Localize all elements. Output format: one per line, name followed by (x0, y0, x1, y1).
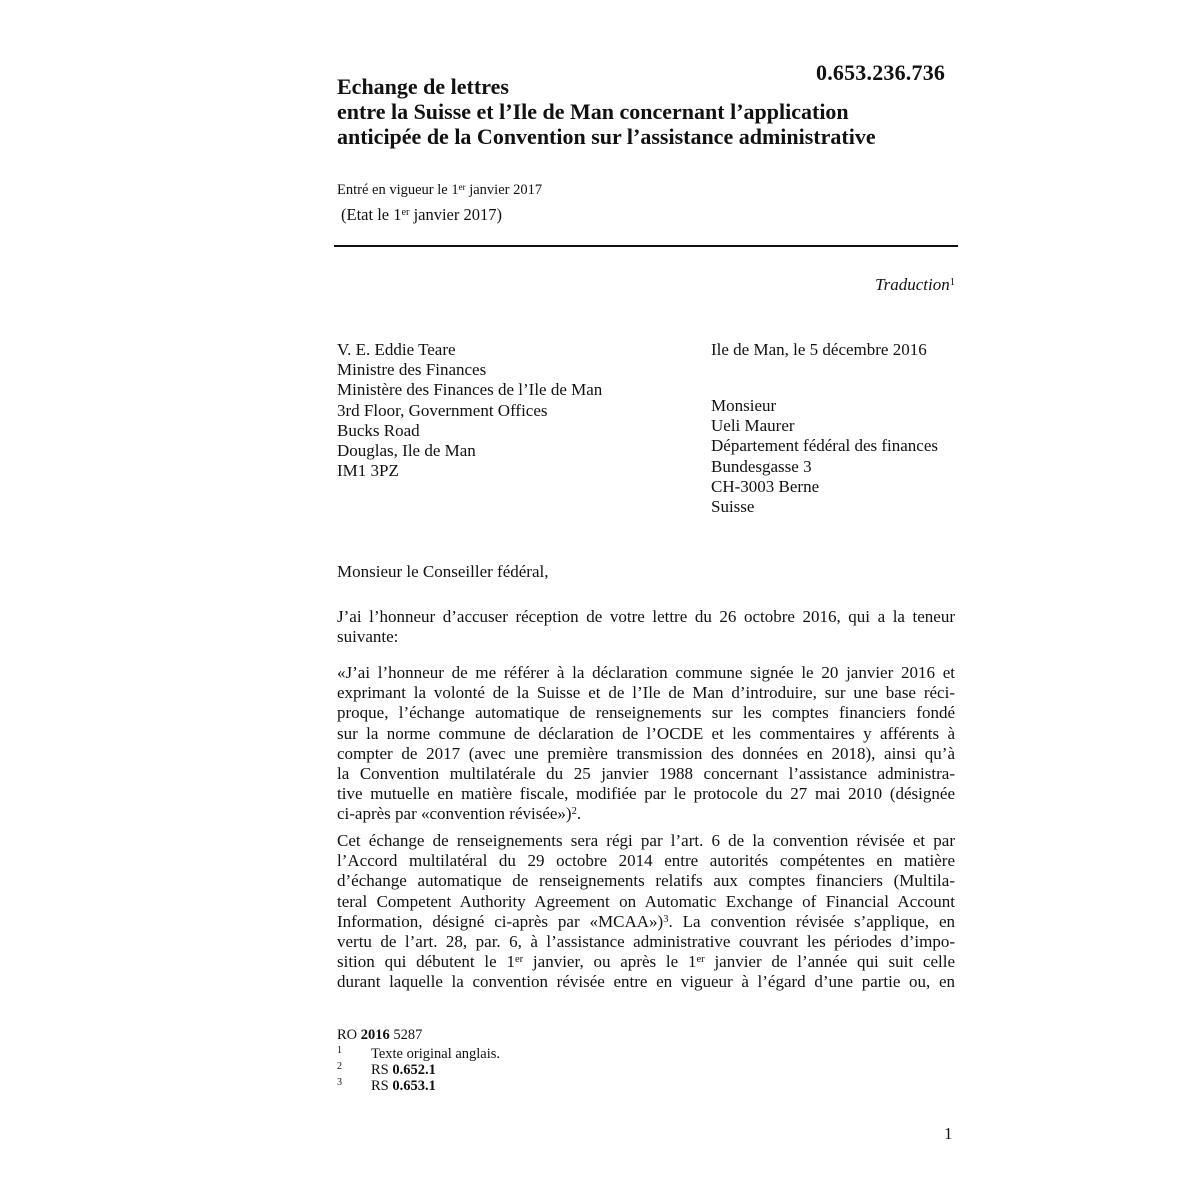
ro-prefix: RO (337, 1027, 361, 1043)
footnote-text (371, 1063, 436, 1078)
footnote-number: 1 (337, 1045, 342, 1056)
paragraph-line (337, 952, 955, 972)
line-text: janvier de l’année qui suit celle (704, 952, 955, 972)
letter-date (711, 340, 927, 360)
state-text: (Etat le 1 (341, 205, 402, 224)
recipient-address (711, 396, 938, 517)
address-line: Suisse (711, 497, 755, 517)
paragraph-line: J’ai l’honneur d’accuser réception de votre lettre du 26 octobre 2016, qui a la teneur (337, 607, 955, 626)
paragraph-line (337, 912, 955, 932)
address-line: IM1 3PZ (337, 461, 399, 481)
paragraph-line: proque, l’échange automatique de renseignements sur les comptes financiers fondé (337, 703, 955, 723)
paragraph-line (337, 804, 955, 824)
title-line: anticipée de la Convention sur l’assistance administrative (337, 124, 876, 149)
line-text: sition qui débutent le 1 (337, 952, 515, 972)
paragraph-line: «J’ai l’honneur de me référer à la déclaration commune signée le 20 janvier 2016 et (337, 663, 955, 682)
paragraph-line: l’Accord multilatéral du 29 octobre 2014 entre autorités compétentes en matière (337, 851, 955, 871)
salutation: Monsieur le Conseiller fédéral, (337, 562, 549, 581)
footnote-prefix: RS (371, 1062, 393, 1078)
address-line: Ministère des Finances de l’Ile de Man (337, 380, 603, 400)
line-text: ci-après par «convention révisée») (337, 804, 572, 824)
paragraph (337, 607, 955, 647)
state-date (341, 205, 502, 225)
footnote-ref[interactable]: 1 (949, 276, 955, 288)
header-divider (334, 245, 958, 247)
paragraph-line: vertu de l’art. 28, par. 6, à l’assistance administrative couvrant les périodes d’impo- (337, 932, 955, 952)
entry-text: janvier 2017 (465, 182, 543, 198)
paragraph-line: compter de 2017 (avec une première transmission des données en 2018), ainsi qu’à (337, 743, 955, 763)
entry-text: Entré en vigueur le 1 (337, 182, 459, 198)
date-line: Ile de Man, le 5 décembre 2016 (711, 340, 927, 359)
document-title (337, 74, 876, 149)
footnote-prefix: RS (371, 1078, 393, 1094)
address-line: Ministre des Finances (337, 360, 487, 380)
paragraph-line: sur la norme commune de déclaration de l’OCDE et les commentaires y afférents à (337, 723, 955, 743)
paragraph-line: la Convention multilatérale du 25 janvier 1988 concernant l’assistance administra- (337, 764, 955, 784)
sr-number: 0.653.236.736 (816, 60, 946, 85)
line-sup: er (696, 953, 705, 965)
paragraph-line: durant laquelle la convention révisée entre en vigueur à l’égard d’une partie ou, en (337, 972, 955, 992)
line-text: Information, désigné ci-après par «MCAA») (337, 911, 664, 931)
address-line: CH-3003 Berne (711, 476, 820, 496)
address-line: Département fédéral des finances (711, 436, 939, 456)
sender-address (337, 340, 602, 481)
footnote-number: 2 (337, 1061, 342, 1072)
line-text: . La convention révisée s’applique, en (668, 911, 955, 931)
paragraph-line: suivante: (337, 627, 399, 647)
state-sup: er (401, 206, 410, 218)
paragraph-line: Cet échange de renseignements sera régi par l’art. 6 de la convention révisée et par (337, 831, 955, 850)
translation-label (875, 275, 955, 295)
address-line: V. E. Eddie Teare (337, 340, 456, 359)
footnote-text (371, 1079, 436, 1094)
translation-text: Traduction (875, 275, 950, 294)
line-sup: er (514, 953, 524, 965)
paragraph-line: d’échange automatique de renseignements relatifs aux comptes financiers (Multila- (337, 871, 955, 891)
address-line: 3rd Floor, Government Offices (337, 400, 548, 420)
paragraph (337, 831, 955, 993)
footnote-ref[interactable]: 2 (571, 806, 577, 818)
ro-page: 5287 (389, 1027, 423, 1043)
paragraph-line: teral Competent Authority Agreement on Automatic Exchange of Financial Account (337, 891, 955, 911)
address-line: Douglas, Ile de Man (337, 441, 476, 461)
line-text: janvier, ou après le 1 (523, 952, 697, 972)
address-line: Bucks Road (337, 420, 420, 440)
address-line: Ueli Maurer (711, 416, 795, 436)
address-line: Bundesgasse 3 (711, 456, 812, 476)
state-text: janvier 2017) (409, 205, 502, 224)
ro-reference (337, 1027, 422, 1044)
title-line: entre la Suisse et l’Ile de Man concernant l’application (337, 99, 849, 124)
footnote-number: 3 (337, 1077, 342, 1088)
footnote-link[interactable]: 0.653.1 (392, 1078, 436, 1094)
address-line: Monsieur (711, 396, 777, 415)
paragraph-line: exprimant la volonté de la Suisse et de l’Ile de Man d’introduire, sur une base réci- (337, 683, 955, 703)
entry-into-force (337, 182, 542, 199)
line-text: . (576, 804, 582, 824)
quoted-paragraph (337, 663, 955, 825)
title-line: Echange de lettres (337, 74, 509, 99)
footnote-text: Texte original anglais. (371, 1046, 501, 1062)
footnote-ref[interactable]: 3 (663, 913, 669, 925)
entry-sup: er (458, 181, 466, 192)
ro-year: 2016 (360, 1027, 390, 1043)
paragraph-line: tive mutuelle en matière fiscale, modifiée par le protocole du 27 mai 2010 (désignée (337, 784, 955, 804)
page-number: 1 (944, 1124, 953, 1143)
footnote-link[interactable]: 0.652.1 (392, 1062, 436, 1078)
